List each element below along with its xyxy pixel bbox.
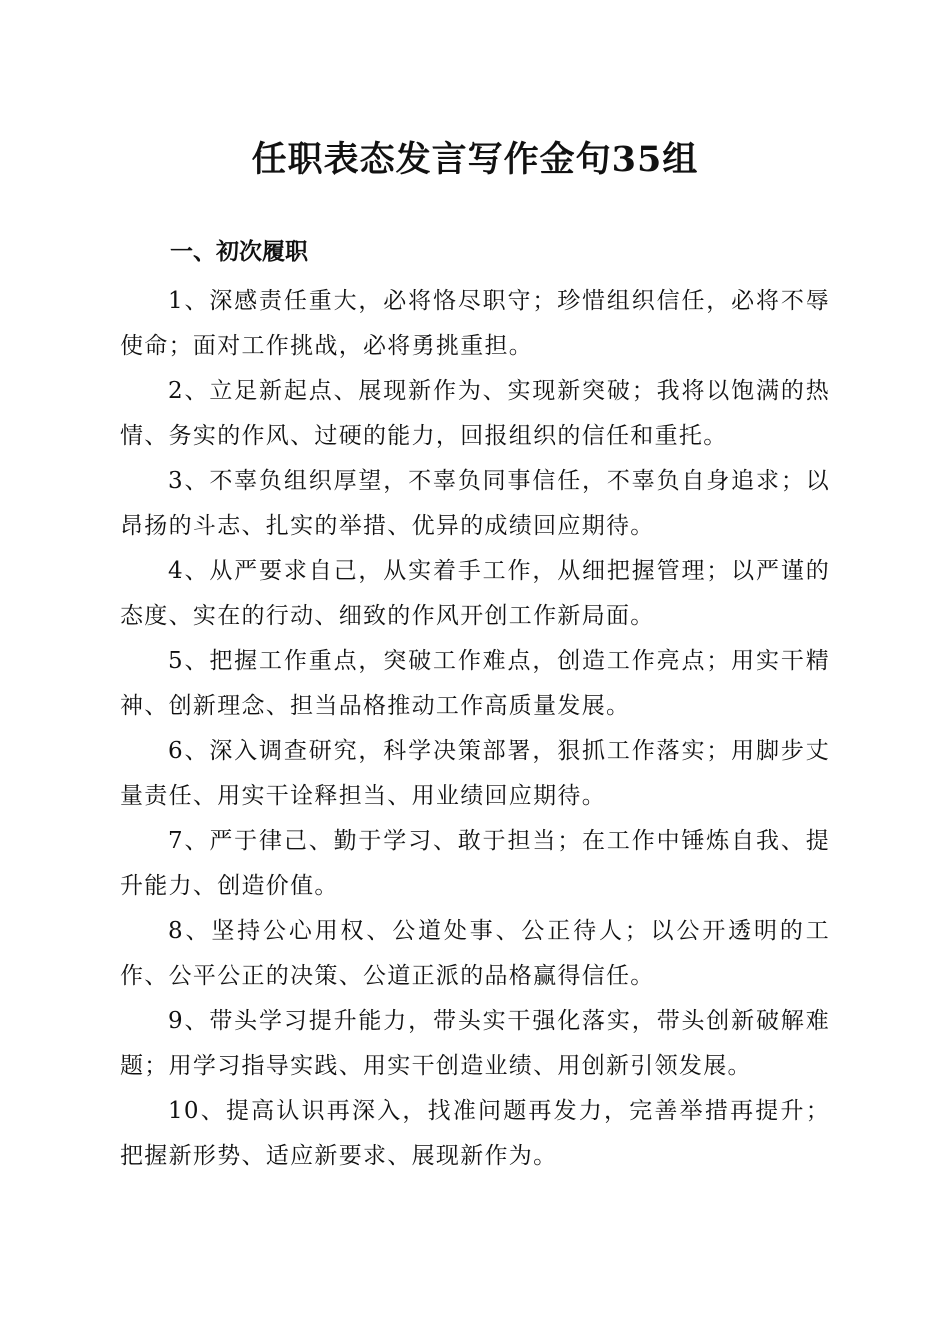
list-item: 9、带头学习提升能力，带头实干强化落实，带头创新破解难题；用学习指导实践、用实干创造业绩、用创新引领发展。 (120, 1008, 830, 1079)
list-item: 3、不辜负组织厚望，不辜负同事信任，不辜负自身追求；以昂扬的斗志、扎实的举措、优异的成绩回应期待。 (120, 468, 830, 539)
list-item: 5、把握工作重点，突破工作难点，创造工作亮点；用实干精神、创新理念、担当品格推动工作高质量发展。 (120, 648, 830, 719)
list-item: 1、深感责任重大，必将恪尽职守；珍惜组织信任，必将不辱使命；面对工作挑战，必将勇挑重担。 (120, 288, 830, 359)
statement-list (120, 279, 830, 1179)
list-item: 2、立足新起点、展现新作为、实现新突破；我将以饱满的热情、务实的作风、过硬的能力，回报组织的信任和重托。 (120, 378, 830, 449)
list-item: 4、从严要求自己，从实着手工作，从细把握管理；以严谨的态度、实在的行动、细致的作风开创工作新局面。 (120, 558, 830, 629)
document-title: 任职表态发言写作金句35组 (251, 139, 699, 180)
list-item: 8、坚持公心用权、公道处事、公正待人；以公开透明的工作、公平公正的决策、公道正派的品格赢得信任。 (120, 918, 830, 989)
list-item: 7、严于律己、勤于学习、敢于担当；在工作中锤炼自我、提升能力、创造价值。 (120, 828, 830, 899)
list-item: 10、提高认识再深入，找准问题再发力，完善举措再提升；把握新形势、适应新要求、展现新作为。 (120, 1098, 830, 1169)
section-heading: 一、初次履职 (170, 239, 308, 265)
list-item: 6、深入调查研究，科学决策部署，狠抓工作落实；用脚步丈量责任、用实干诠释担当、用业绩回应期待。 (120, 738, 830, 809)
